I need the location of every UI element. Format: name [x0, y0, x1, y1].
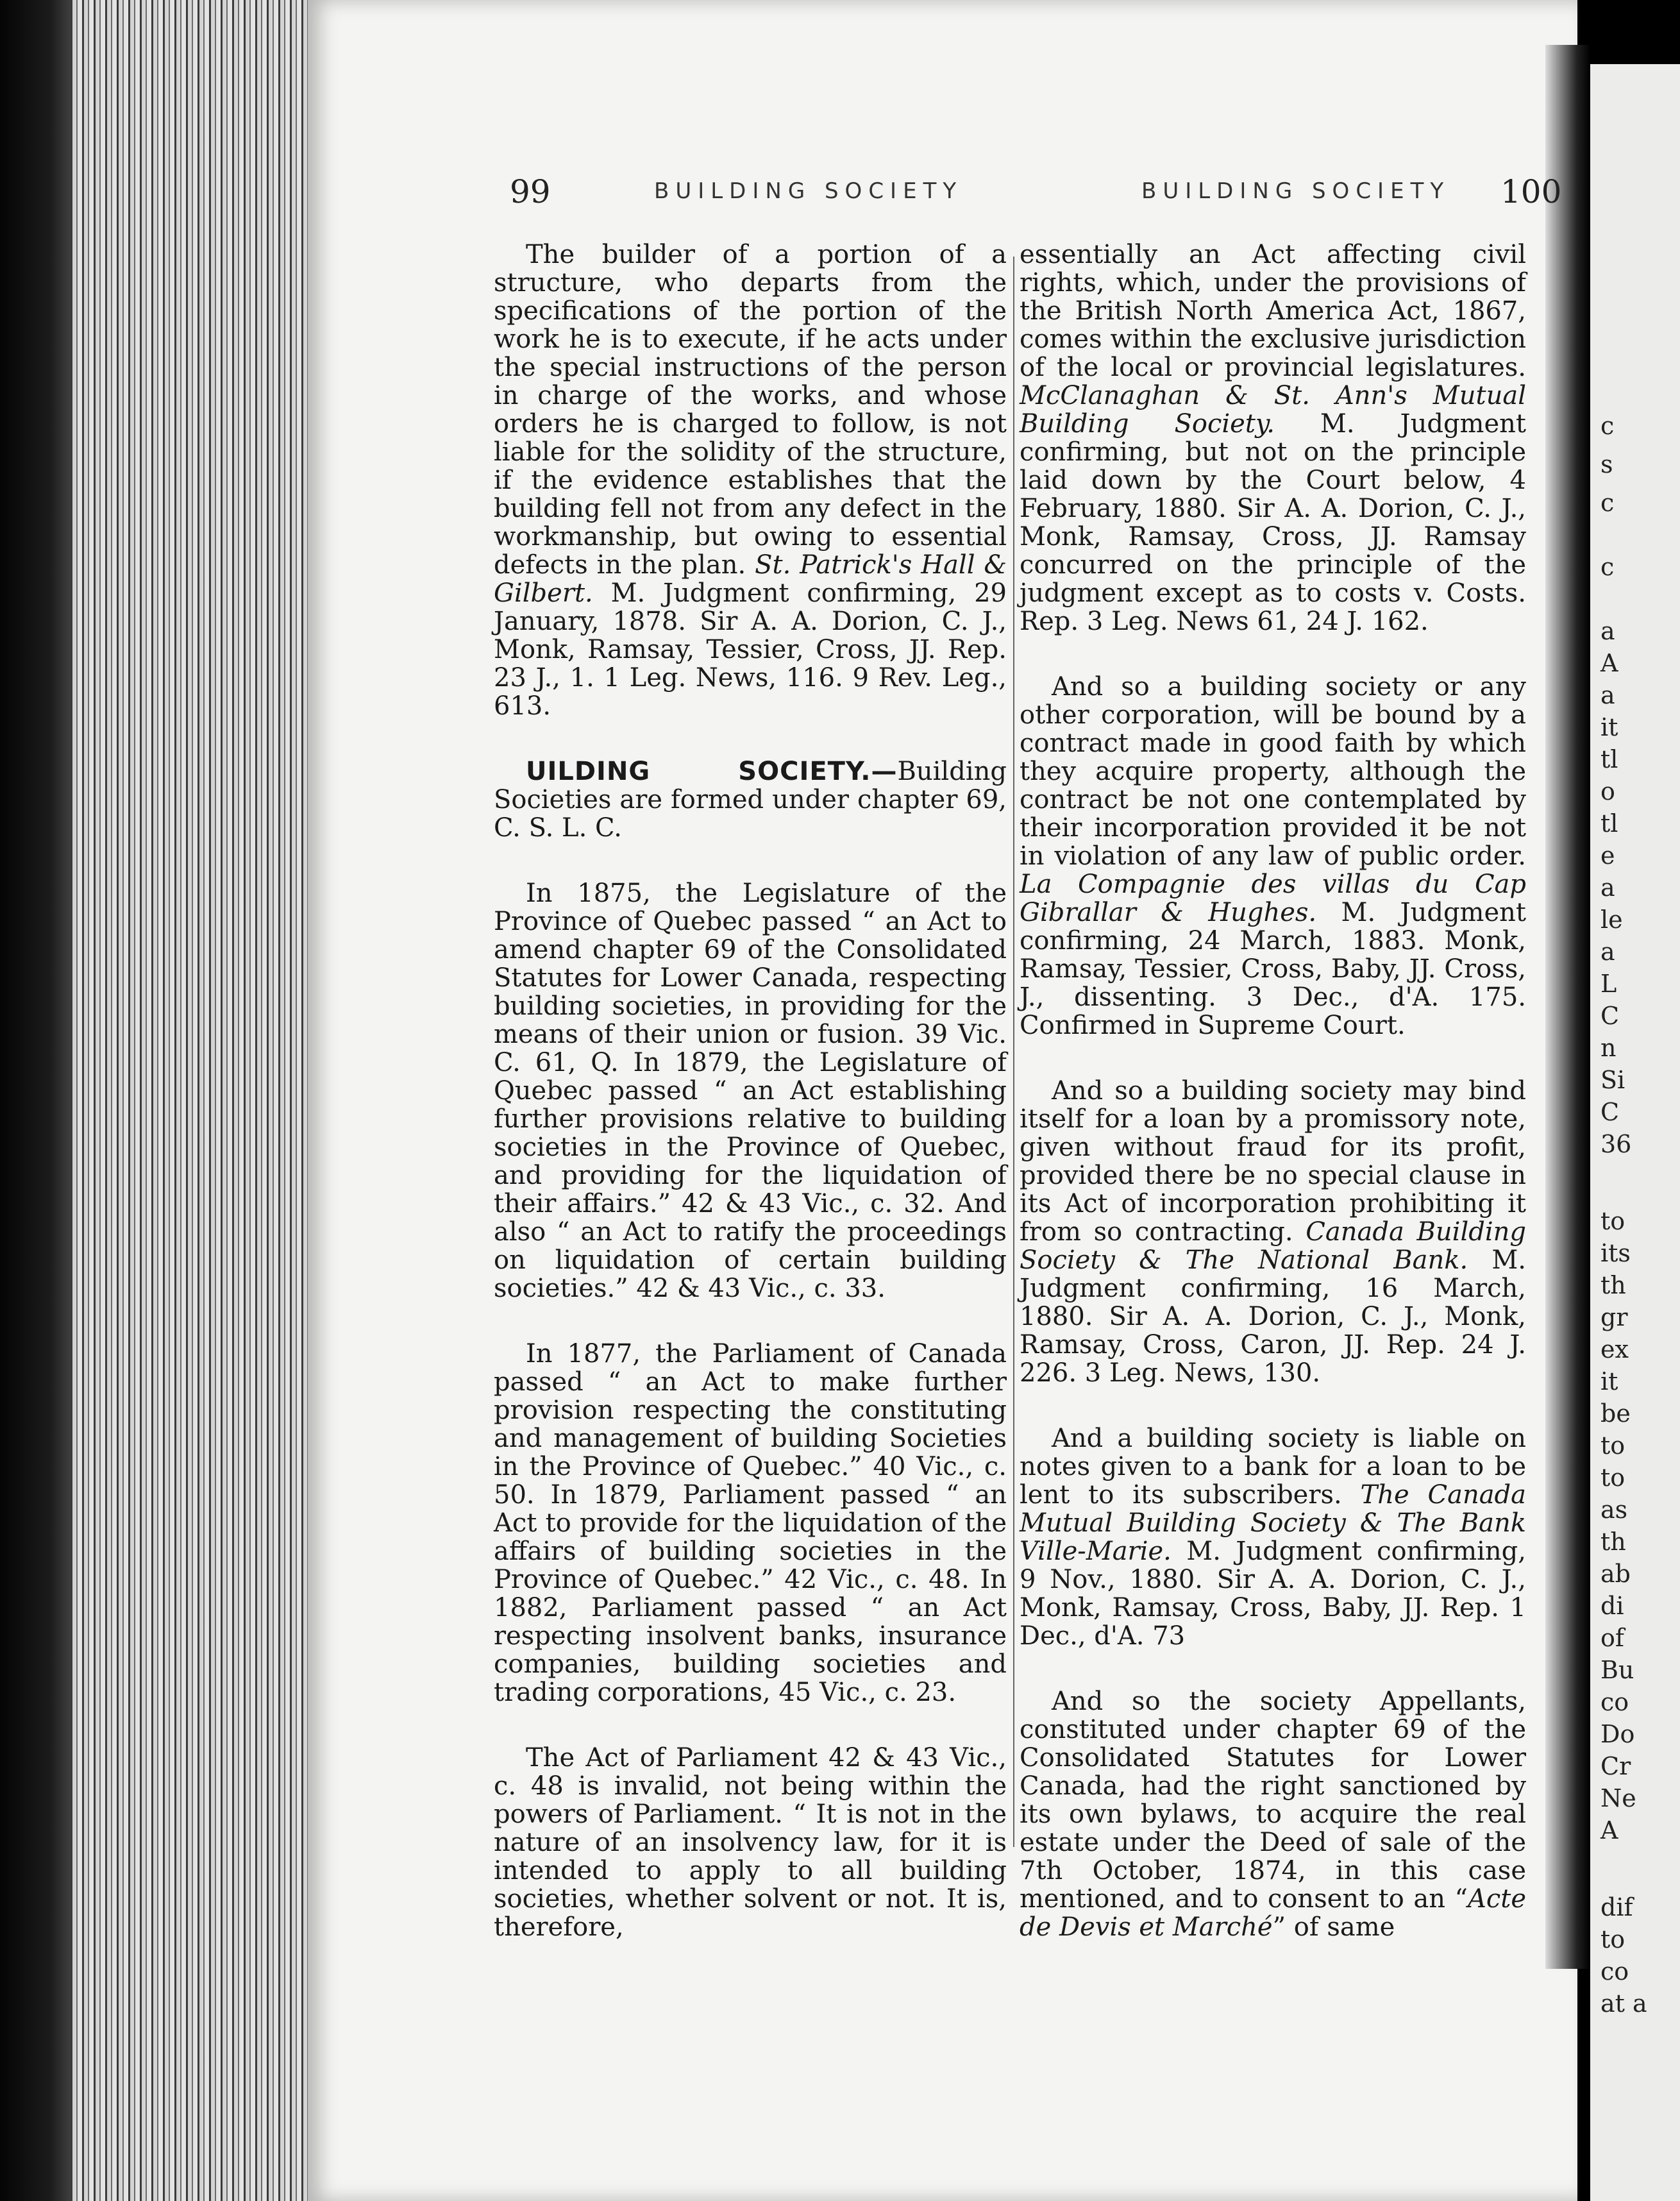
next-page-text-fragment: to	[1600, 1207, 1625, 1235]
next-page-text-fragment: Bu	[1600, 1656, 1634, 1684]
next-page-text-fragment: a	[1600, 873, 1615, 902]
paragraph: The Act of Parliament 42 & 43 Vic., c. 48 is invalid, not being within the powers of Parliament. “ It is not in the nature of an insolvency law, for it is intended to apply to all building societies, whether solvent or not. It is, therefore,	[494, 1743, 1007, 1942]
next-page-text-fragment: e	[1600, 841, 1615, 870]
page-edges	[71, 0, 314, 2201]
next-page-text-fragment: to	[1600, 1431, 1625, 1460]
paragraph-text: And a building society is liable on notes given to a bank for a loan to be lent to its subscribers.	[1020, 1424, 1526, 1510]
next-page-text-fragment: to	[1600, 1925, 1625, 1953]
next-page-text-fragment: its	[1600, 1239, 1631, 1267]
paragraph-text: And so the society Appellants, constituted under chapter 69 of the Consolidated Statutes for Lower Canada, had the right sanctioned by its own bylaws, to acquire the real estate under the Deed of sale of the 7th October, 1874, in this case mentioned, and to consent to an “	[1020, 1687, 1526, 1914]
citation: M. Judgment confirming, 24 March, 1883. Monk, Ramsay, Tessier, Cross, Baby, JJ. Cross, J., dissenting. 3 Dec., d'A. 175. Confirmed in Supreme Court.	[1020, 898, 1526, 1040]
next-page-text-fragment: A	[1600, 649, 1618, 677]
citation: M. Judgment confirming, but not on the principle laid down by the Court below, 4 February, 1880. Sir A. A. Dorion, C. J., Monk, Ramsay, Cross, JJ. Ramsay concurred on the principle of the judgment except as to costs v. Costs. Rep. 3 Leg. News 61, 24 J. 162.	[1020, 409, 1526, 636]
paragraph	[1020, 1424, 1526, 1650]
paragraph	[1020, 1687, 1526, 1941]
next-page-text-fragment: o	[1600, 777, 1615, 805]
next-page-text-fragment: a	[1600, 938, 1615, 966]
next-page-text-fragment: Ne	[1600, 1784, 1636, 1812]
paragraph	[1020, 1077, 1526, 1387]
citation: M. Judgment confirming, 9 Nov., 1880. Sir A. A. Dorion, C. J., Monk, Ramsay, Cross, Baby, JJ. Rep. 1 Dec., d'A. 73	[1020, 1537, 1526, 1651]
next-page-text-fragment: Si	[1600, 1066, 1625, 1094]
paragraph	[1020, 240, 1526, 636]
paragraph-text: essentially an Act affecting civil rights, which, under the provisions of the British North America Act, 1867, comes within the exclusive jurisdiction of the local or provincial legislatures.	[1020, 240, 1526, 382]
next-page-text-fragment: it	[1600, 1367, 1618, 1396]
next-page-fragment	[1590, 64, 1680, 2201]
next-page-text-fragment: co	[1600, 1688, 1629, 1716]
next-page-text-fragment: ex	[1600, 1335, 1629, 1363]
right-running-head: BUILDING SOCIETY	[1141, 178, 1450, 204]
paragraph-text: And so a building society or any other corporation, will be bound by a contract made in good faith by which they acquire property, although the contract be not one contemplated by their incorporation provided it be not in violation of any law of public order.	[1020, 672, 1526, 871]
right-page-number: 100	[1500, 173, 1562, 210]
column-divider	[1013, 257, 1014, 1847]
next-page-text-fragment: tl	[1600, 809, 1618, 838]
next-page-text-fragment: it	[1600, 713, 1618, 741]
next-page-text-fragment: di	[1600, 1592, 1624, 1620]
paragraph-text: Building Societies are formed under chapter 69, C. S. L. C.	[494, 757, 1007, 843]
next-page-text-fragment: a	[1600, 681, 1615, 709]
right-column	[1020, 240, 1526, 1978]
paragraph-text: And so a building society may bind itself for a loan by a promissory note, given without fraud for its profit, provided there be no special clause in its Act of incorporation prohibiting it from so contracting.	[1020, 1076, 1526, 1247]
next-page-text-fragment: L	[1600, 970, 1617, 998]
paragraph-text: The builder of a portion of a structure, who departs from the specifications of the portion of the work he is to execute, if he acts under the special instructions of the person in charge of the works, and whose orders he is charged to follow, is not liable for the solidity of the structure, if the evidence establishes that the building fell not from any defect in the workmanship, but owing to essential defects in the plan.	[494, 240, 1007, 580]
citation: M. Judgment confirming, 16 March, 1880. Sir A. A. Dorion, C. J., Monk, Ramsay, Cross, Caron, JJ. Rep. 24 J. 226. 3 Leg. News, 130.	[1020, 1245, 1526, 1388]
paragraph	[494, 240, 1007, 720]
next-page-text-fragment: Do	[1600, 1720, 1635, 1748]
next-page-text-fragment: of	[1600, 1624, 1624, 1652]
next-page-text-fragment: at a	[1600, 1989, 1647, 2018]
next-page-text-fragment: co	[1600, 1957, 1629, 1986]
left-running-head: BUILDING SOCIETY	[654, 178, 963, 204]
left-page-number: 99	[510, 173, 551, 210]
case-name: Canada Building Society & The National Bank.	[1020, 1217, 1526, 1275]
page-gutter	[1545, 45, 1590, 1969]
next-page-text-fragment: Cr	[1600, 1752, 1631, 1780]
case-name: The Canada Mutual Building Society & The Bank Ville-Marie.	[1020, 1480, 1527, 1566]
next-page-text-fragment: n	[1600, 1034, 1617, 1062]
next-page-text-fragment: to	[1600, 1463, 1625, 1492]
next-page-text-fragment: th	[1600, 1271, 1626, 1299]
entry-heading: UILDING SOCIETY.—	[526, 757, 898, 786]
next-page-text-fragment: s	[1600, 450, 1613, 478]
next-page-text-fragment: dif	[1600, 1893, 1633, 1921]
next-page-text-fragment: as	[1600, 1496, 1628, 1524]
paragraph: In 1875, the Legislature of the Province of Quebec passed “ an Act to amend chapter 69 of the Consolidated Statutes for Lower Canada, respecting building societies, in providing for the means of their union or fusion. 39 Vic. C. 61, Q. In 1879, the Legislature of Quebec passed “ an Act establishing further provisions relative to building societies in the Province of Quebec, and providing for the liquidation of their affairs.” 42 & 43 Vic., c. 32. And also “ an Act to ratify the proceedings on liquidation of certain building societies.” 42 & 43 Vic., c. 33.	[494, 879, 1007, 1303]
left-column	[494, 240, 1007, 1978]
case-name: McClanaghan & St. Ann's Mutual Building Society.	[1020, 381, 1526, 439]
next-page-text-fragment: be	[1600, 1399, 1631, 1428]
next-page-text-fragment: A	[1600, 1816, 1618, 1844]
entry-heading-paragraph	[494, 757, 1007, 842]
next-page-text-fragment: a	[1600, 617, 1615, 645]
next-page-text-fragment: c	[1600, 412, 1615, 440]
paragraph: In 1877, the Parliament of Canada passed “ an Act to make further provision respecting the constituting and management of building Societies in the Province of Quebec.” 40 Vic., c. 50. In 1879, Parliament passed “ an Act to provide for the liquidation of the affairs of building societies in the Province of Quebec.” 42 Vic., c. 48. In 1882, Parliament passed “ an Act respecting insolvent banks, insurance companies, building societies and trading corporations, 45 Vic., c. 23.	[494, 1339, 1007, 1707]
next-page-text-fragment: c	[1600, 553, 1615, 581]
next-page-text-fragment: C	[1600, 1002, 1620, 1030]
next-page-text-fragment: le	[1600, 906, 1623, 934]
paragraph-text: ” of same	[1272, 1912, 1395, 1942]
next-page-text-fragment: C	[1600, 1098, 1620, 1126]
next-page-text-fragment: c	[1600, 489, 1615, 517]
next-page-text-fragment: 36	[1600, 1130, 1632, 1158]
case-name: St. Patrick's Hall & Gilbert.	[494, 550, 1007, 608]
citation: M. Judgment confirming, 29 January, 1878. Sir A. A. Dorion, C. J., Monk, Ramsay, Tessier, Cross, JJ. Rep. 23 J., 1. 1 Leg. News, 116. 9 Rev. Leg., 613.	[494, 578, 1007, 721]
next-page-text-fragment: gr	[1600, 1303, 1628, 1331]
case-name: La Compagnie des villas du Cap Gibrallar & Hughes.	[1020, 870, 1526, 927]
next-page-text-fragment: ab	[1600, 1560, 1631, 1588]
paragraph	[1020, 673, 1526, 1040]
next-page-text-fragment: tl	[1600, 745, 1618, 773]
next-page-text-fragment: th	[1600, 1528, 1626, 1556]
italic-term: Acte de Devis et Marché	[1020, 1884, 1526, 1942]
